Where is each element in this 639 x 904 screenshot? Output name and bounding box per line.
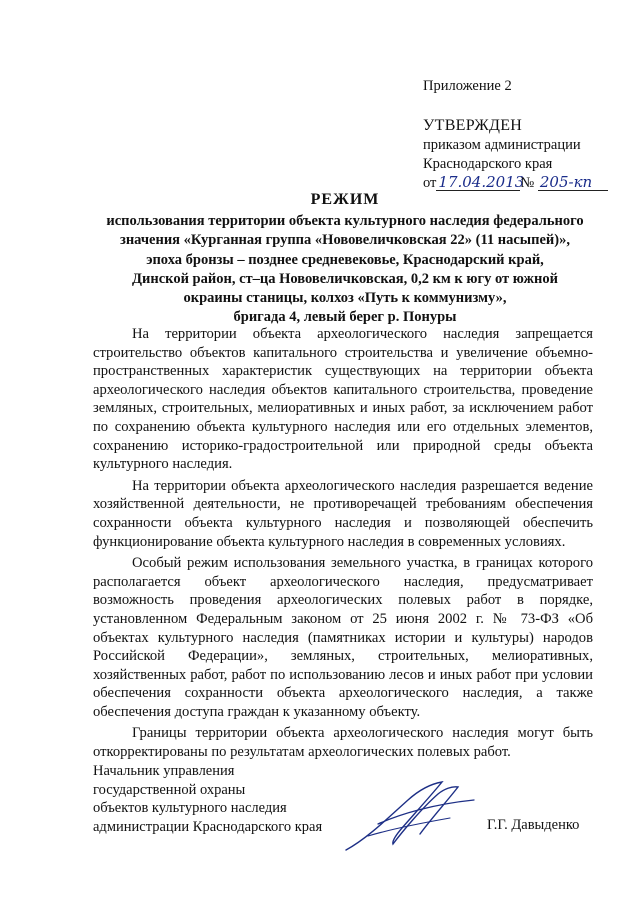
paragraph-permissions: На территории объекта археологического наследия разрешается ведение хозяйственной деятельности, не противоречащей требованиям обеспечения сохранности объекта культурного наследия и позволяющей обеспечить функционирование объекта культурного наследия в современных условиях. bbox=[93, 477, 593, 550]
title-line-1: использования территории объекта культурного наследия федерального bbox=[106, 213, 584, 230]
title-line-3: эпоха бронзы – позднее средневековье, Краснодарский край, bbox=[146, 251, 544, 268]
title-line-4: Динской район, ст–ца Нововеличковская, 0,2 км к югу от южной bbox=[132, 270, 558, 287]
title-line-2: значения «Курганная группа «Нововеличковская 22» (11 насыпей)», bbox=[120, 232, 570, 249]
signatory-name: Г.Г. Давыденко bbox=[487, 817, 580, 833]
handwritten-date: 17.04.2013 bbox=[438, 173, 525, 191]
position-line-2: государственной охраны bbox=[93, 781, 246, 798]
approval-block bbox=[423, 116, 608, 193]
document-title bbox=[80, 190, 610, 327]
handwritten-number: 205-кп bbox=[538, 174, 608, 191]
title-line-5: окраины станицы, колхоз «Путь к коммунизму», bbox=[183, 290, 507, 307]
position-line-1: Начальник управления bbox=[93, 763, 235, 779]
title-line-6: бригада 4, левый берег р. Понуры bbox=[233, 309, 457, 326]
order-line-2: Краснодарского края bbox=[423, 156, 553, 172]
number-sign: № bbox=[520, 175, 535, 191]
appendix-label: Приложение 2 bbox=[423, 78, 512, 94]
paragraph-boundaries: Границы территории объекта археологического наследия могут быть откорректированы по результатам археологических полевых работ. bbox=[93, 725, 593, 761]
paragraph-prohibitions: На территории объекта археологического наследия запрещается строительство объектов капитального строительства и увеличение объемно-пространственных характеристик существующих на территории объекта археологического наследия объектов капитального строительства, проведение земляных, строительных, мелиоративных и иных работ, за исключением работ по сохранению объекта культурного наследия или его отдельных элементов, сохранению историко-градостроительной или природной среды объекта культурного наследия. bbox=[93, 326, 593, 473]
title-heading: РЕЖИМ bbox=[310, 191, 380, 208]
date-prefix: от bbox=[423, 175, 437, 191]
handwritten-signature bbox=[338, 778, 488, 858]
order-line-1: приказом администрации bbox=[423, 137, 581, 153]
signatory-position bbox=[93, 762, 322, 836]
position-line-3: объектов культурного наследия bbox=[93, 800, 287, 816]
document-body bbox=[93, 325, 593, 765]
position-line-4: администрации Краснодарского края bbox=[93, 818, 323, 835]
approved-label: УТВЕРЖДЕН bbox=[423, 117, 523, 134]
paragraph-special-regime: Особый режим использования земельного участка, в границах которого располагается объект археологического наследия, предусматривает возможность проведения археологических полевых работ в порядке, установленном Федеральным законом от 25 июня 2002 г. № 73-ФЗ «Об объектах культурного наследия (памятниках истории и культуры) народов Российской Федерации», земляных, строительных, мелиоративных, хозяйственных работ, работ по использованию лесов и иных работ при условии обеспечения сохранности объекта археологического наследия, а также обеспечения доступа граждан к указанному объекту. bbox=[93, 555, 593, 720]
